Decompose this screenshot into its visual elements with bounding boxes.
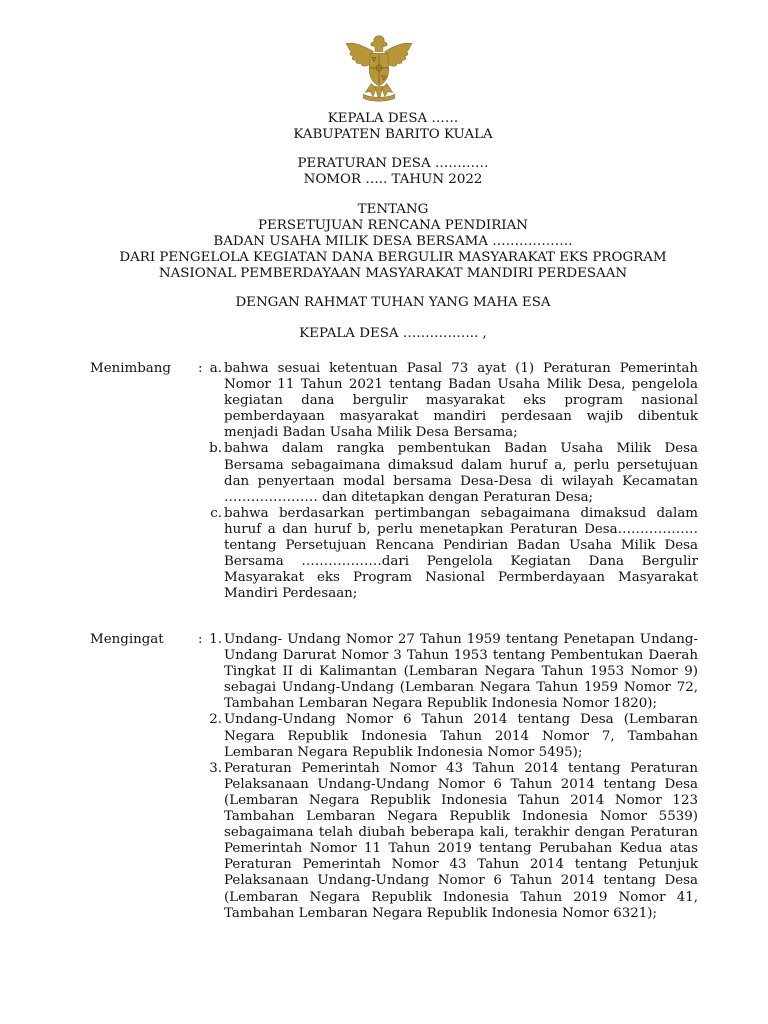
title-block-rahmat [80,295,706,311]
item-marker: b. [209,441,222,457]
title-line: KABUPATEN BARITO KUALA [293,127,493,142]
item-marker: 2. [209,712,222,728]
item-text: Peraturan Pemerintah Nomor 43 Tahun 2014 tentang Peraturan Pelaksanaan Undang-Undang Nomor 6 Tahun 2014 tentang Desa (Lembaran Negara Republik Indonesia Tahun 2014 Nomor 123 Tambahan Lembaran Negara Republik Indonesia Nomor 5539) sebagaimana telah diubah beberapa kali, terakhir dengan Peraturan Pemerintah Nomor 11 Tahun 2019 tentang Perubahan Kedua atas Peraturan Pemerintah Nomor 43 Tahun 2014 tentang Petunjuk Pelaksanaan Undang-Undang Nomor 6 Tahun 2014 tentang Desa (Lembaran Negara Republik Indonesia Tahun 2019 Nomor 41, Tambahan Lembaran Negara Republik Indonesia Nomor 6321); [224,760,698,921]
item-marker: a. [209,361,222,376]
title-line: PERATURAN DESA ………… [297,156,489,171]
item-marker: c. [210,505,222,521]
title-line: NOMOR ….. TAHUN 2022 [303,172,483,187]
item-text: bahwa berdasarkan pertimbangan sebagaimana dimaksud dalam huruf a dan huruf b, perlu menetapkan Peraturan Desa……………… tentang Persetujuan Rencana Pendirian Badan Usaha Milik Desa Bersama ………………dari Pengelola Kegiatan Dana Bergulir Masyarakat eks Program Nasional Permberdayaan Masyarakat Mandiri Perdesaan; [224,505,698,602]
section-colon: : [198,361,203,376]
section-label: Menimbang [90,361,171,376]
title-block-kepala-desa-2 [80,326,706,342]
garuda-emblem-icon [340,30,418,108]
list-item [90,361,698,441]
list-item [90,712,698,760]
title-block-tentang [80,202,706,282]
item-marker: 3. [209,760,222,776]
title-line: KEPALA DESA …… [327,111,459,126]
title-line: DARI PENGELOLA KEGIATAN DANA BERGULIR MASYARAKAT EKS PROGRAM [119,250,667,265]
menimbang-section [90,361,698,602]
title-line: PERSETUJUAN RENCANA PENDIRIAN [258,218,528,233]
list-item [90,441,698,505]
section-label: Mengingat [90,632,164,647]
list-item [90,761,698,922]
item-text: bahwa sesuai ketentuan Pasal 73 ayat (1) Peraturan Pemerintah Nomor 11 Tahun 2021 tentang Badan Usaha Milik Desa, pengelola kegiatan dana bergulir masyarakat eks program nasional pemberdayaan masyarakat mandiri perdesaan wajib dibentuk menjadi Badan Usaha Milik Desa Bersama; [224,361,698,441]
title-block-kepala-desa [80,111,706,143]
title-line: DENGAN RAHMAT TUHAN YANG MAHA ESA [235,295,551,310]
title-line: TENTANG [357,202,429,217]
section-colon: : [198,632,203,647]
title-block-peraturan [80,156,706,188]
title-line: KEPALA DESA …………….. , [299,326,487,341]
mengingat-section [90,632,698,922]
item-text: Undang-Undang Nomor 6 Tahun 2014 tentang Desa (Lembaran Negara Republik Indonesia Tahun 2014 Nomor 7, Tambahan Lembaran Negara Republik Indonesia Nomor 5495); [224,712,698,760]
title-line: BADAN USAHA MILIK DESA BERSAMA ……………… [213,234,573,249]
list-item [90,632,698,712]
item-marker: 1. [209,632,222,647]
item-text: bahwa dalam rangka pembentukan Badan Usaha Milik Desa Bersama sebagaimana dimaksud dalam huruf a, perlu persetujuan dan penyertaan modal bersama Desa-Desa di wilayah Kecamatan ………………… dan ditetapkan dengan Peraturan Desa; [224,441,698,505]
list-item [90,506,698,603]
item-text: Undang- Undang Nomor 27 Tahun 1959 tentang Penetapan Undang-Undang Darurat Nomor 3 Tahun 1953 tentang Pembentukan Daerah Tingkat II di Kalimantan (Lembaran Negara Tahun 1953 Nomor 9) sebagai Undang-Undang (Lembaran Negara Tahun 1959 Nomor 72, Tambahan Lembaran Negara Republik Indonesia Nomor 1820); [224,632,698,712]
title-line: NASIONAL PEMBERDAYAAN MASYARAKAT MANDIRI PERDESAAN [158,266,628,281]
